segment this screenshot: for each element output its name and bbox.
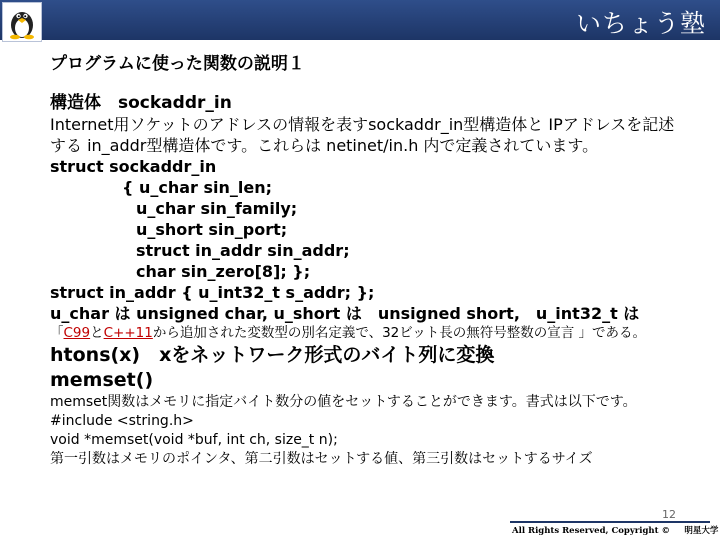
cpp11-link[interactable]: C++11	[103, 325, 153, 341]
memset-args: 第一引数はメモリのポインタ、第二引数はセットする値、第三引数はセットするサイズ	[50, 451, 593, 467]
memset-description: memset関数はメモリに指定バイト数分の値をセットすることができます。書式は以下です。	[50, 394, 637, 410]
footer-divider	[510, 521, 710, 523]
code-line: struct sockaddr_in	[50, 157, 217, 176]
code-line: struct in_addr { u_int32_t s_addr; };	[50, 283, 375, 302]
header-title: いちょう塾	[575, 9, 706, 38]
code-line: u_char sin_family;	[136, 199, 298, 218]
description-line: Internet用ソケットのアドレスの情報を表すsockaddr_in型構造体と IPアドレスを記述	[50, 115, 675, 134]
slide-content	[50, 92, 710, 469]
code-line: u_char は unsigned char, u_short は unsigned short, u_int32_t は	[50, 304, 640, 323]
memset-include: #include <string.h>	[50, 413, 194, 429]
memset-signature: void *memset(void *buf, int ch, size_t n);	[50, 432, 338, 448]
note-suffix: から追加された変数型の別名定義で、32ビット長の無符号整数の宣言 」である。	[152, 325, 647, 341]
section-heading-sockaddr: 構造体 sockaddr_in	[50, 93, 232, 113]
code-line: char sin_zero[8]; };	[136, 262, 311, 281]
note-mid: と	[90, 325, 104, 341]
code-line: { u_char sin_len;	[122, 178, 273, 197]
c99-link[interactable]: C99	[63, 325, 91, 341]
tux-logo-icon	[2, 2, 42, 42]
htons-heading: htons(x) xをネットワーク形式のバイト列に変換	[50, 344, 495, 366]
code-line: u_short sin_port;	[136, 220, 288, 239]
page-number: 12	[662, 508, 676, 521]
type-note	[50, 324, 710, 343]
code-line: struct in_addr sin_addr;	[136, 241, 350, 260]
memset-heading: memset()	[50, 369, 154, 391]
footer-copyright: All Rights Reserved, Copyright © 明星大学	[512, 526, 719, 536]
description-line: する in_addr型構造体です。これらは netinet/in.h 内で定義されています。	[50, 136, 599, 155]
slide-title: プログラムに使った関数の説明１	[50, 54, 305, 74]
header-banner	[0, 0, 720, 40]
note-prefix: 「	[50, 325, 64, 341]
